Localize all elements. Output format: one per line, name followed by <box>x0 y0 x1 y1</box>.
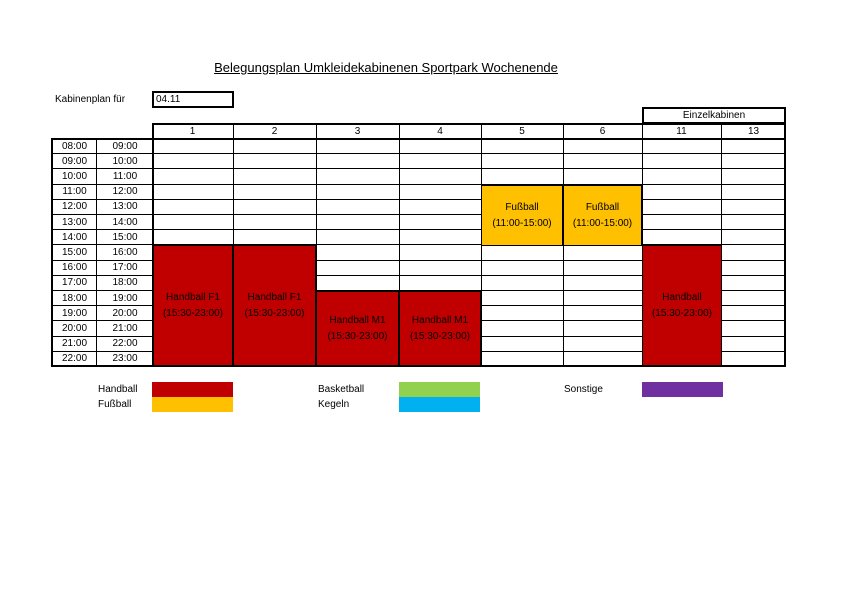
time-row-divider <box>51 290 154 291</box>
time-start: 10:00 <box>61 170 88 182</box>
time-column-divider <box>96 138 97 367</box>
time-start: 15:00 <box>61 246 88 258</box>
booking-time: (15:30-23:00) <box>162 307 224 319</box>
time-end: 11:00 <box>112 170 138 182</box>
time-start: 08:00 <box>61 140 88 152</box>
time-end: 19:00 <box>112 292 138 304</box>
time-start: 16:00 <box>61 262 88 274</box>
booking-name: Handball <box>662 291 702 303</box>
column-header-5: 5 <box>519 126 525 137</box>
page-title: Belegungsplan Umkleidekabinenen Sportpark Wochenende <box>214 60 558 75</box>
booking-time: (15:30-23:00) <box>327 330 388 342</box>
legend-label-handball: Handball <box>98 384 138 395</box>
time-row-divider <box>51 168 154 169</box>
booking-name: Handball M1 <box>411 314 469 326</box>
legend-label-fussball: Fußball <box>98 399 132 410</box>
group-header-einzelkabinen <box>642 107 786 124</box>
time-end: 10:00 <box>112 155 138 167</box>
time-row-divider <box>51 214 154 215</box>
time-end: 18:00 <box>112 277 138 289</box>
column-header-6: 6 <box>599 126 606 137</box>
time-row-divider <box>51 260 154 261</box>
plan-date-value: 04.11 <box>156 94 181 105</box>
booking-fussball-cabin-5[interactable] <box>481 185 563 246</box>
booking-handball-m1-cabin-4[interactable] <box>399 291 481 366</box>
column-header-3: 3 <box>354 126 361 137</box>
legend-swatch-kegeln <box>399 397 480 412</box>
column-header-13: 13 <box>747 126 760 137</box>
column-header-2: 2 <box>271 126 278 137</box>
legend-swatch-handball <box>152 382 233 397</box>
time-start: 19:00 <box>61 307 88 319</box>
time-start: 11:00 <box>62 186 87 198</box>
time-row-divider <box>51 153 154 154</box>
time-end: 16:00 <box>112 246 138 258</box>
grid-column-line <box>563 138 564 367</box>
time-end: 23:00 <box>112 353 138 365</box>
time-end: 15:00 <box>112 231 138 243</box>
time-start: 14:00 <box>61 231 88 243</box>
time-start: 13:00 <box>61 216 88 228</box>
booking-name: Handball F1 <box>247 291 302 303</box>
grid-row-line <box>152 168 786 169</box>
legend-label-kegeln: Kegeln <box>318 399 350 410</box>
booking-handball-f1-cabin-1[interactable] <box>153 245 233 366</box>
booking-time: (15:30-23:00) <box>651 307 713 319</box>
grid-row-line <box>152 199 786 200</box>
grid-row-line <box>152 214 786 215</box>
time-start: 17:00 <box>61 277 88 289</box>
time-start: 21:00 <box>61 338 88 350</box>
time-start: 09:00 <box>61 155 88 167</box>
time-row-divider <box>51 229 154 230</box>
grid-row-line <box>152 229 786 230</box>
time-start: 12:00 <box>61 201 88 213</box>
booking-name: Handball F1 <box>166 291 220 303</box>
time-end: 09:00 <box>112 140 138 152</box>
booking-time: (11:00-15:00) <box>572 217 633 229</box>
booking-name: Fußball <box>505 201 539 213</box>
grid-row-line <box>152 184 786 185</box>
booking-fussball-cabin-6[interactable] <box>563 185 642 246</box>
legend-label-basketball: Basketball <box>318 384 365 395</box>
plan-date-label: Kabinenplan für <box>55 94 126 105</box>
booking-name: Handball M1 <box>329 314 386 326</box>
column-header-11: 11 <box>676 126 687 137</box>
group-header-label: Einzelkabinen <box>682 110 746 121</box>
time-row-divider <box>51 184 154 185</box>
time-row-divider <box>51 275 154 276</box>
time-end: 13:00 <box>112 201 138 213</box>
plan-date-field[interactable] <box>152 91 234 108</box>
time-end: 22:00 <box>112 338 138 350</box>
time-row-divider <box>51 305 154 306</box>
column-header-1: 1 <box>189 126 196 137</box>
time-row-divider <box>51 199 154 200</box>
time-row-divider <box>51 320 154 321</box>
booking-time: (15:30-23:00) <box>244 307 305 319</box>
time-row-divider <box>51 351 154 352</box>
booking-handball-f1-cabin-2[interactable] <box>233 245 316 366</box>
time-row-divider <box>51 336 154 337</box>
time-end: 17:00 <box>112 262 138 274</box>
booking-time: (15:30-23:00) <box>409 330 471 342</box>
time-start: 20:00 <box>61 322 88 334</box>
legend-swatch-fussball <box>152 397 233 412</box>
legend-swatch-sonstige <box>642 382 723 397</box>
grid-column-line <box>481 138 482 367</box>
time-start: 22:00 <box>61 353 88 365</box>
grid-row-line <box>152 153 786 154</box>
column-header-4: 4 <box>437 126 443 137</box>
time-end: 21:00 <box>112 322 138 334</box>
booking-handball-cabin-11[interactable] <box>642 245 722 366</box>
time-row-divider <box>51 244 154 245</box>
time-end: 14:00 <box>112 216 138 228</box>
time-start: 18:00 <box>61 292 88 304</box>
time-end: 20:00 <box>112 307 138 319</box>
legend-swatch-basketball <box>399 382 480 397</box>
booking-handball-m1-cabin-3[interactable] <box>316 291 399 366</box>
booking-time: (11:00-15:00) <box>492 217 552 229</box>
legend-label-sonstige: Sonstige <box>564 384 603 395</box>
time-end: 12:00 <box>112 186 138 198</box>
booking-name: Fußball <box>585 201 620 213</box>
